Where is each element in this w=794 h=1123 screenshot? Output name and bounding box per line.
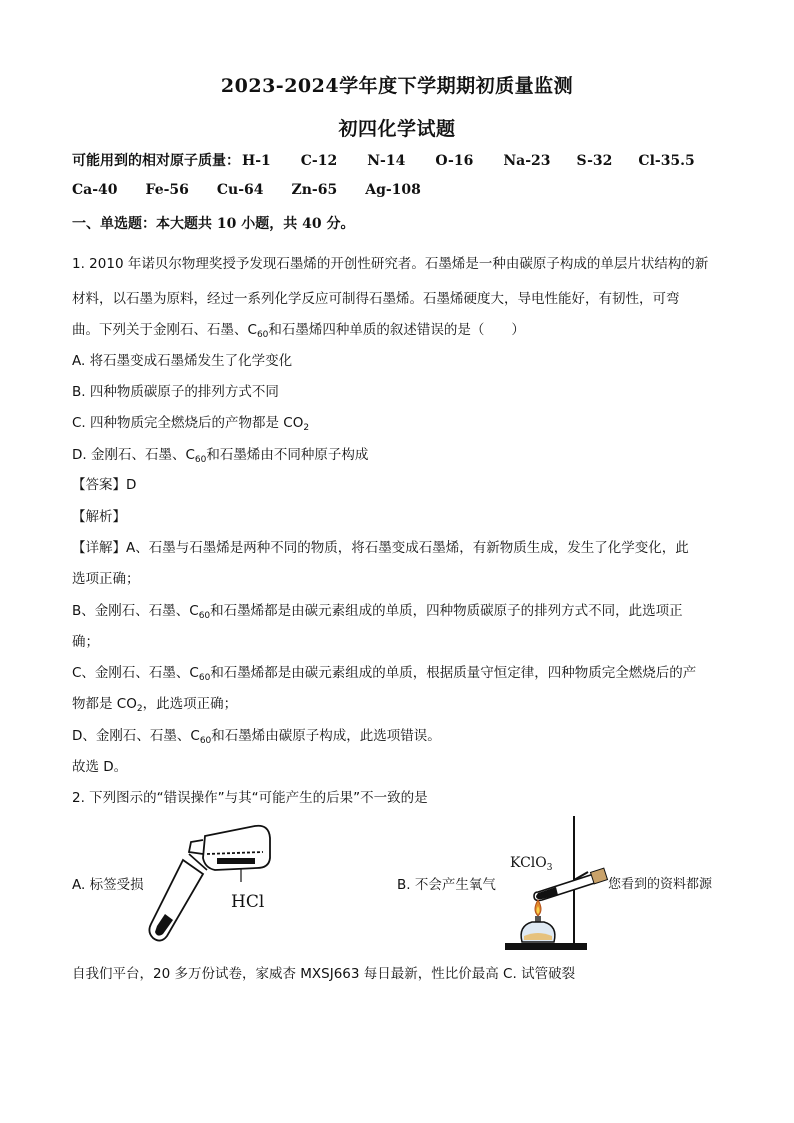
- heated-test-tube-icon: [534, 868, 608, 900]
- text: 和石墨烯都是由碳元素组成的单质，根据质量守恒定律，四种物质完全燃烧后的产: [210, 665, 697, 681]
- figure-pouring-liquid: [145, 822, 275, 944]
- question-2-option-b: B. 不会产生氧气: [397, 877, 496, 893]
- detail-line-1: 【详解】A、石墨与石墨烯是两种不同的物质，将石墨变成石墨烯，有新物质生成，发生了化学变化，此: [72, 540, 689, 556]
- detail-line-7: [72, 724, 441, 744]
- text: C. 四种物质完全燃烧后的产物都是 CO: [72, 415, 304, 431]
- mass-item: Na-23: [503, 153, 551, 169]
- text: 物都是 CO: [72, 696, 137, 712]
- detail-line-6: [72, 692, 237, 712]
- conclusion-line: 故选 D。: [72, 759, 128, 775]
- text: 和石墨烯四种单质的叙述错误的是（ ）: [268, 322, 525, 338]
- page-subtitle: 初四化学试题: [338, 118, 456, 140]
- answer-tag: 【答案】: [72, 477, 126, 493]
- text: B、金刚石、石墨、C: [72, 603, 199, 619]
- mass-item: O-16: [435, 153, 474, 169]
- mass-item: Fe-56: [145, 182, 189, 198]
- question-2-stem: 2. 下列图示的“错误操作”与其“可能产生的后果”不一致的是: [72, 790, 428, 806]
- subscript: 60: [198, 611, 211, 621]
- question-1-line-1: 1. 2010 年诺贝尔物理奖授予发现石墨烯的开创性研究者。石墨烯是一种由碳原子构成的单层片状结构的新: [72, 256, 709, 272]
- mass-item: H-1: [242, 153, 271, 169]
- kclo3-text: KClO: [510, 855, 547, 871]
- question-1-option-c: [72, 411, 309, 431]
- hcl-label: HCl: [231, 892, 265, 912]
- detail-line-2: 选项正确；: [72, 571, 140, 587]
- question-1-line-2: 材料，以石墨为原料，经过一系列化学反应可制得石墨烯。石墨烯硬度大，导电性能好，有韧性，可弯: [72, 291, 680, 307]
- mass-item: Zn-65: [291, 182, 338, 198]
- subscript: 2: [136, 704, 143, 714]
- mass-item: N-14: [367, 153, 406, 169]
- subscript: 60: [198, 673, 211, 683]
- watermark-text-1: 您看到的资料都源: [608, 877, 713, 892]
- reagent-bottle-icon: [189, 826, 270, 870]
- atomic-mass-row-1: [72, 150, 695, 170]
- detail-line-5: [72, 661, 696, 681]
- atomic-mass-label: 可能用到的相对原子质量：: [72, 153, 240, 169]
- kclo3-subscript: 3: [546, 863, 553, 873]
- text: D. 金刚石、石墨、C: [72, 447, 195, 463]
- answer-line: [72, 473, 136, 493]
- watermark-text-2: 自我们平台，20 多万份试卷，家威杏 MXSJ663 每日最新，性比价最高 C. 试管破裂: [72, 966, 576, 982]
- subscript: 60: [256, 330, 269, 340]
- text: 曲。下列关于金刚石、石墨、C: [72, 322, 257, 338]
- text: 和石墨烯都是由碳元素组成的单质，四种物质碳原子的排列方式不同，此选项正: [210, 603, 683, 619]
- text: D、金刚石、石墨、C: [72, 728, 200, 744]
- subscript: 60: [199, 736, 212, 746]
- text: ，此选项正确；: [142, 696, 238, 712]
- question-1-option-a: A. 将石墨变成石墨烯发生了化学变化: [72, 353, 293, 369]
- subscript: 60: [194, 455, 207, 465]
- kclo3-label: [510, 855, 553, 873]
- question-2-option-a: A. 标签受损: [72, 877, 144, 893]
- mass-item: S-32: [576, 153, 613, 169]
- figure-heating-kclo3: [500, 812, 610, 952]
- atomic-mass-row-2: [72, 182, 439, 198]
- question-1-option-b: B. 四种物质碳原子的排列方式不同: [72, 384, 279, 400]
- mass-item: Ag-108: [365, 182, 421, 198]
- analysis-tag: 【解析】: [72, 509, 126, 525]
- mass-item: Ca-40: [72, 182, 118, 198]
- text: C、金刚石、石墨、C: [72, 665, 199, 681]
- mass-item: Cu-64: [216, 182, 264, 198]
- answer-value: D: [126, 477, 137, 493]
- detail-line-3: [72, 599, 683, 619]
- mass-item: Cl-35.5: [638, 153, 695, 169]
- section-heading: 一、单选题：本大题共 10 小题，共 40 分。: [72, 216, 355, 232]
- mass-item: C-12: [300, 153, 338, 169]
- alcohol-lamp-icon: [521, 900, 555, 942]
- text: 和石墨烯由碳原子构成，此选项错误。: [211, 728, 441, 744]
- question-1-option-d: [72, 443, 368, 463]
- test-tube-icon: [149, 854, 207, 941]
- text: 和石墨烯由不同种原子构成: [206, 447, 369, 463]
- subscript: 2: [303, 423, 310, 433]
- detail-line-4: 确；: [72, 634, 99, 650]
- question-1-line-3: [72, 318, 525, 338]
- page-title: 2023-2024学年度下学期期初质量监测: [220, 75, 574, 97]
